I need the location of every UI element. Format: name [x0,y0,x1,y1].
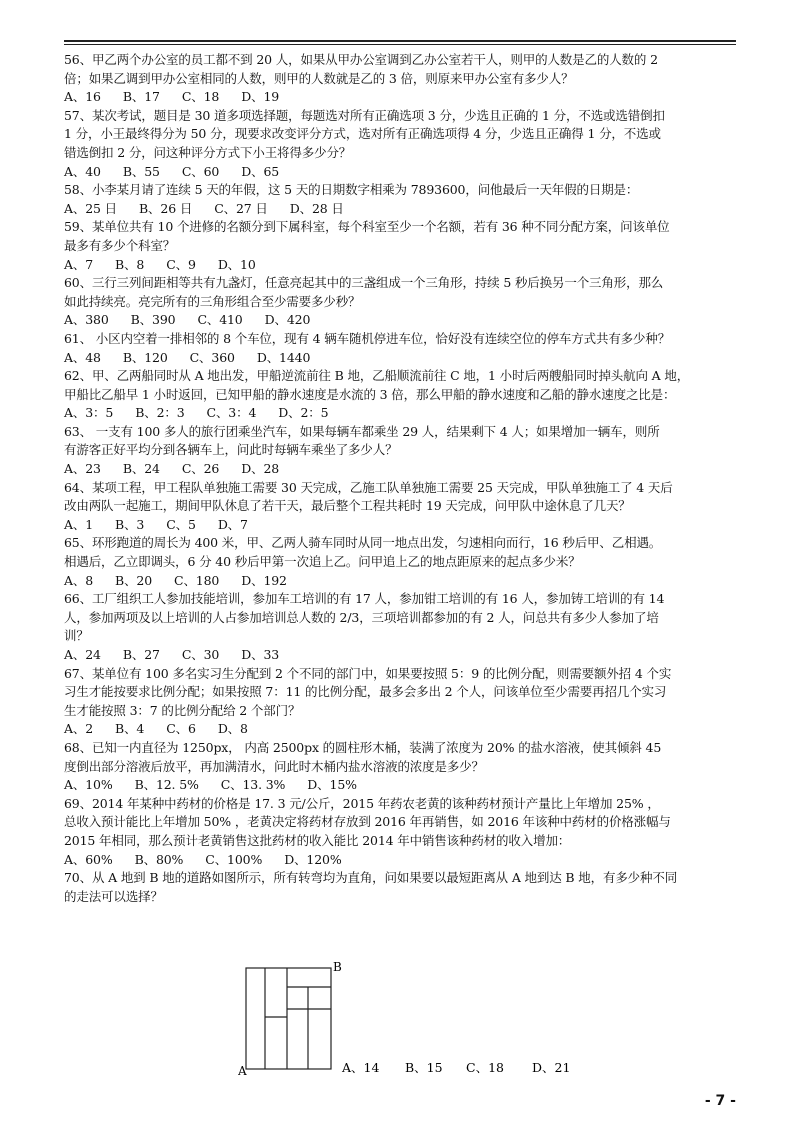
answer-option: D、420 [264,312,311,328]
answer-option: B、80% [134,851,184,867]
answer-option: C、410 [197,312,243,328]
question-text-line: 66、工厂组织工人参加技能培训，参加车工培训的有 17 人，参加钳工培训的有 16 人，参加铸工培训的有 14 [64,591,665,607]
question-text-line: 64、某项工程，甲工程队单独施工需要 30 天完成，乙施工队单独施工需要 25 天完成，甲队单独施工了 4 天后 [64,479,673,495]
answer-options [64,460,738,479]
answer-option: C、30 [181,647,220,662]
answer-options [64,646,738,665]
question-q57 [64,107,738,181]
answer-option: B、55 [122,163,160,179]
answer-option: D、15% [307,777,357,793]
answer-option: C、26 [181,461,220,477]
answer-option: C、18 [181,89,220,105]
answer-option: A、48 [64,349,101,365]
question-text-line: 59、某单位共有 10 个进修的名额分到下属科室，每个科室至少一个名额，若有 36 种不同分配方案，问该单位 [64,219,670,235]
question-q61 [64,330,738,367]
answer-option: A、40 [64,163,101,179]
answer-options [64,851,738,870]
answer-options [64,404,738,423]
answer-option: B、390 [130,312,176,328]
q70-option-b: B、15 [405,1060,443,1075]
question-text-line: 训？ [64,628,89,644]
answer-option: B、4 [115,721,145,737]
question-text-line: 错选倒扣 2 分，问这种评分方式下小王将得多少分？ [64,144,352,160]
answer-option: D、8 [217,721,248,737]
answer-options [64,256,738,275]
answer-option: A、25 日 [64,200,118,216]
question-text-line: 有游客正好平均分到各辆车上，问此时每辆车乘坐了多少人？ [64,442,398,458]
answer-option: D、2：5 [278,405,329,421]
answer-option: A、23 [64,461,101,477]
point-b-label: B [333,960,342,974]
answer-option: D、19 [241,89,280,105]
question-q67 [64,665,738,739]
question-text-line: 65、环形跑道的周长为 400 米，甲、乙两人骑车同时从同一地点出发，匀速相向而行，16 秒后甲、乙相遇。 [64,535,662,551]
question-q63 [64,423,738,479]
header-rule-thin [64,44,736,45]
answer-options [64,516,738,535]
question-q69 [64,795,738,869]
question-text-line: 人，参加两项及以上培训的人占参加培训总人数的 2/3，三项培训都参加的有 2 人，问总共有多少人参加了培 [64,609,659,625]
question-text-line: 61、 小区内空着一排相邻的 8 个车位，现有 4 辆车随机停进车位，恰好没有连续空位的停车方式共有多少种？ [64,330,671,346]
question-text-line: 最多有多少个科室？ [64,237,176,253]
question-text-line: 70、从 A 地到 B 地的道路如图所示，所有转弯均为直角，问如果要以最短距离从 A 地到达 B 地，有多少种不同 [64,870,678,886]
answer-option: D、28 日 [289,200,344,216]
answer-options [64,163,738,182]
answer-option: B、12. 5% [134,777,199,793]
answer-option: B、120 [122,349,168,365]
answer-options [64,720,738,739]
answer-option: D、33 [241,647,280,662]
answer-option: C、360 [189,349,235,365]
answer-option: A、24 [64,647,101,662]
question-text-line: 习生才能按要求比例分配；如果按照 7：11 的比例分配，最多会多出 2 个人，问该单位至少需要再招几个实习 [64,684,667,700]
answer-option: C、9 [166,256,196,272]
question-q59 [64,218,738,274]
answer-option: C、5 [166,516,196,532]
answer-option: D、7 [217,516,248,532]
answer-option: A、7 [64,256,94,272]
answer-option: C、6 [166,721,196,737]
question-q66 [64,590,738,664]
answer-option: A、1 [64,516,94,532]
question-q68 [64,739,738,795]
answer-option: B、24 [122,461,160,477]
answer-option: B、17 [122,89,160,105]
answer-option: A、380 [64,312,109,328]
answer-option: A、60% [64,851,113,867]
answer-option: C、180 [174,572,220,588]
q70-option-c: C、18 [466,1060,504,1075]
question-q62 [64,367,738,423]
answer-option: D、28 [241,461,280,477]
header-rule-thick [64,40,736,42]
question-text-line: 62、甲、乙两船同时从 A 地出发，甲船逆流前往 B 地，乙船顺流前往 C 地，1 小时后两艘船同时掉头航向 A 地， [64,368,690,384]
question-text-line: 57、某次考试，题目是 30 道多项选择题，每题选对所有正确选项 3 分，少选且正确的 1 分，不选或选错倒扣 [64,107,665,123]
question-text-line: 度倒出部分溶液后放平，再加满清水，问此时木桶内盐水溶液的浓度是多少？ [64,758,484,774]
question-q58 [64,181,738,218]
q70-option-d: D、21 [532,1060,571,1075]
answer-option: C、100% [205,851,263,867]
question-text-line: 69、2014 年某种中药材的价格是 17. 3 元/公斤，2015 年药农老黄的该种药材预计产量比上年增加 25% ， [64,795,660,811]
outer-road-rect [246,968,331,1069]
q70-option-a: A、14 [342,1060,380,1075]
question-text-line: 1 分，小王最终得分为 50 分，现要求改变评分方式，选对所有正确选项得 4 分，少选且正确得 1 分，不选或 [64,126,661,142]
answer-options [64,776,738,795]
answer-option: A、8 [64,572,94,588]
answer-option: D、1440 [256,349,311,365]
question-text-line: 的走法可以选择？ [64,888,163,904]
answer-option: C、27 日 [214,200,268,216]
answer-option: C、60 [181,163,220,179]
question-q60 [64,274,738,330]
question-text-line: 56、甲乙两个办公室的员工都不到 20 人，如果从甲办公室调到乙办公室若干人，则甲的人数是乙的人数的 2 [64,52,658,67]
question-text-line: 改由两队一起施工，期间甲队休息了若干天，最后整个工程共耗时 19 天完成，问甲队中途休息了几天？ [64,498,631,514]
answer-option: B、20 [115,572,153,588]
answer-option: D、120% [284,851,342,867]
answer-options [64,88,738,107]
answer-option: B、3 [115,516,145,532]
answer-option: A、2 [64,721,94,737]
answer-option: D、10 [217,256,256,272]
question-q65 [64,534,738,590]
question-text-line: 倍；如果乙调到甲办公室相同的人数，则甲的人数就是乙的 3 倍，则原来甲办公室有多少人？ [64,70,574,86]
question-list [64,51,738,906]
question-text-line: 如此持续亮。亮完所有的三角形组合至少需要多少秒？ [64,293,361,309]
question-q70 [64,869,738,906]
answer-option: B、2：3 [135,405,185,421]
answer-option: B、26 日 [139,200,193,216]
question-text-line: 生才能按照 3：7 的比例分配给 2 个部门？ [64,702,301,718]
question-text-line: 58、小李某月请了连续 5 天的年假，这 5 天的日期数字相乘为 7893600，问他最后一天年假的日期是： [64,182,639,198]
question-text-line: 2015 年相同，那么预计老黄销售这批药材的收入能比 2014 年中销售该种药材的收入增加： [64,832,571,848]
road-grid-figure [238,958,598,1078]
answer-option: A、10% [64,777,113,793]
question-text-line: 总收入预计能比上年增加 50% ，老黄决定将药材存放到 2016 年再销售，如 2016 年该种中药材的价格涨幅与 [64,814,671,830]
question-text-line: 67、某单位有 100 多名实习生分配到 2 个不同的部门中，如果要按照 5：9 的比例分配，则需要额外招 4 个实 [64,665,672,681]
answer-option: B、27 [122,647,160,662]
answer-options [64,349,738,368]
page-number: - 7 - [704,1093,736,1109]
answer-option: C、3：4 [206,405,257,421]
question-q56 [64,51,738,107]
question-text-line: 甲船比乙船早 1 小时返回，已知甲船的静水速度是水流的 3 倍，那么甲船的静水速度和乙船的静水速度之比是： [64,386,676,402]
answer-option: A、3：5 [64,405,114,421]
answer-option: D、192 [241,572,287,588]
answer-options [64,572,738,591]
answer-option: D、65 [241,163,280,179]
answer-options [64,311,738,330]
answer-option: C、13. 3% [220,777,286,793]
answer-option: A、16 [64,89,101,105]
point-a-label: A [238,1064,247,1078]
answer-options [64,200,738,219]
road-diagram [238,958,598,1082]
question-text-line: 相遇后，乙立即调头，6 分 40 秒后甲第一次追上乙。问甲追上乙的地点距原来的起点多少米？ [64,554,581,570]
answer-option: B、8 [115,256,145,272]
question-text-line: 68、已知一内直径为 1250px， 内高 2500px 的圆柱形木桶，装满了浓度为 20% 的盐水溶液，使其倾斜 45 [64,739,662,755]
question-q64 [64,479,738,535]
question-text-line: 63、 一支有 100 多人的旅行团乘坐汽车，如果每辆车都乘坐 29 人，结果剩下 4 人；如果增加一辆车，则所 [64,423,660,439]
question-text-line: 60、三行三列间距相等共有九盏灯，任意亮起其中的三盏组成一个三角形，持续 5 秒后换另一个三角形，那么 [64,275,664,291]
